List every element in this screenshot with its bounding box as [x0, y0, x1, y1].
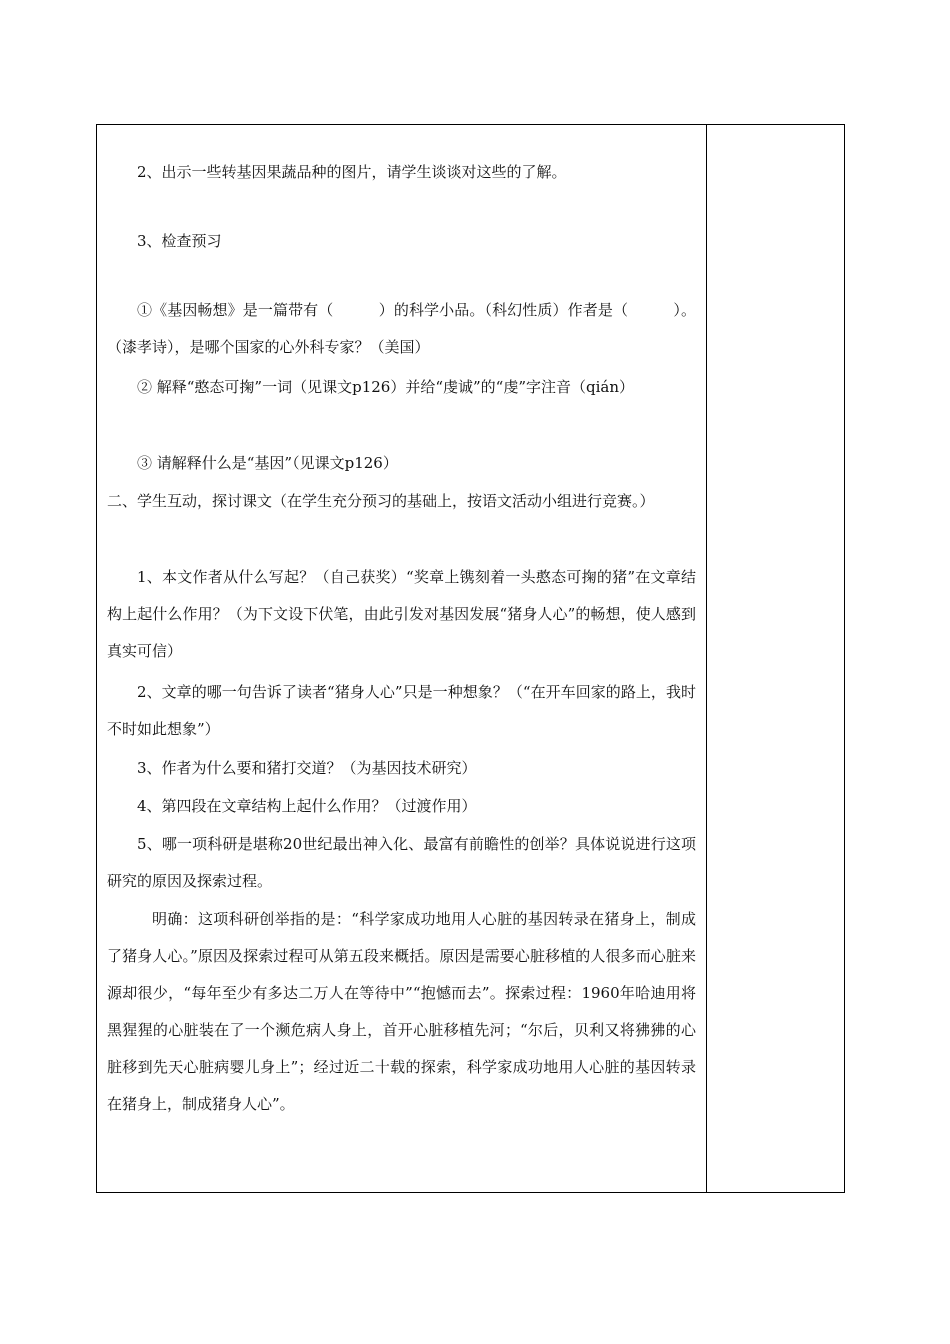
paragraph-discussion-5: 5、哪一项科研是堪称20世纪最出神入化、最富有前瞻性的创举？具体说说进行这项研究的原因及探索过程。 — [107, 835, 696, 890]
paragraph-discussion-3: 3、作者为什么要和猪打交道？（为基因技术研究） — [137, 759, 477, 777]
paragraph-question-2: ② 解释“憨态可掬”一词（见课文p126）并给“虔诚”的“虔”字注音（qián） — [137, 378, 635, 396]
paragraph-show-pictures: 2、出示一些转基因果蔬品种的图片，请学生谈谈对这些的了解。 — [137, 163, 567, 181]
paragraph-clarification: 明确：这项科研创举指的是：“科学家成功地用人心脏的基因转录在猪身上，制成了猪身人心。”原因及探索过程可从第五段来概括。原因是需要心脏移植的人很多而心脏来源却很少，“每年至少有多达二万人在等待中”“抱憾而去”。探索过程：1960年哈迪用将黑猩猩的心脏装在了一个濒危病人身上，首开心脏移植先河；“尔后，贝利又将狒狒的心脏移到先天心脏病婴儿身上”；经过近二十载的探索，科学家成功地用人心脏的基因转录在猪身上，制成猪身人心”。 — [107, 910, 696, 1113]
paragraph-check-preview: 3、检查预习 — [137, 232, 222, 250]
paragraph-question-3: ③ 请解释什么是“基因”（见课文p126） — [137, 454, 398, 472]
lesson-table — [96, 124, 845, 1193]
paragraph-discussion-4: 4、第四段在文章结构上起什么作用？（过渡作用） — [137, 797, 477, 815]
lesson-content-cell — [97, 125, 706, 1192]
notes-column-cell — [707, 125, 844, 1192]
section-heading-interaction: 二、学生互动，探讨课文（在学生充分预习的基础上，按语文活动小组进行竞赛。） — [107, 492, 655, 510]
paragraph-discussion-1: 1、本文作者从什么写起？（自己获奖）“奖章上镌刻着一头憨态可掬的猪”在文章结构上起什么作用？（为下文设下伏笔，由此引发对基因发展“猪身人心”的畅想，使人感到真实可信） — [107, 568, 696, 660]
paragraph-question-1: ①《基因畅想》是一篇带有（ ）的科学小品。（科幻性质）作者是（ ）。（漆孝诗），是哪个国家的心外科专家？（美国） — [107, 301, 696, 356]
paragraph-discussion-2: 2、文章的哪一句告诉了读者“猪身人心”只是一种想象？（“在开车回家的路上，我时不时如此想象”） — [107, 683, 696, 738]
